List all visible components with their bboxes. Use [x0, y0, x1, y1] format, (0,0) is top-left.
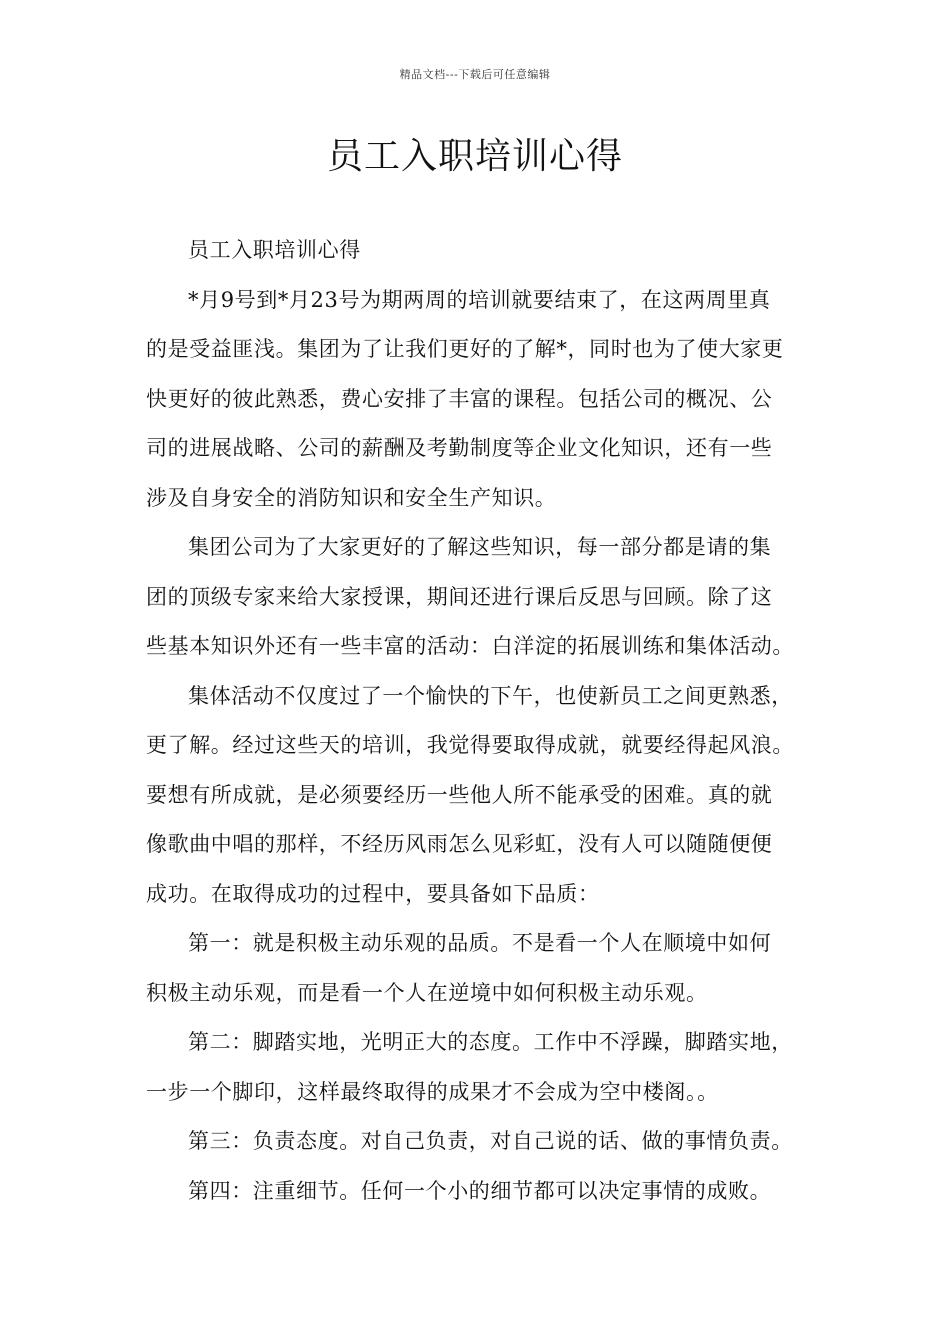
- text-line: 的是受益匪浅。集团为了让我们更好的了解*，同时也为了使大家更: [146, 337, 784, 361]
- text-line: *月9号到*月23号为期两周的培训就要结束了，在这两周里真: [188, 287, 771, 312]
- text-line: 积极主动乐观，而是看一个人在逆境中如何积极主动乐观。: [146, 980, 708, 1005]
- text-line: 要想有所成就，是必须要经历一些他人所不能承受的困难。真的就: [146, 782, 773, 807]
- text-line: 更了解。经过这些天的培训，我觉得要取得成就，就要经得起风浪。: [146, 733, 794, 757]
- text-line: 快更好的彼此熟悉，费心安排了丰富的课程。包括公司的概况、公: [146, 386, 773, 411]
- text-line: 团的顶级专家来给大家授课，期间还进行课后反思与回顾。除了这: [146, 584, 773, 609]
- text-line: 集团公司为了大家更好的了解这些知识，每一部分都是请的集: [188, 535, 772, 559]
- text-line: 涉及自身安全的消防知识和安全生产知识。: [146, 485, 557, 510]
- document-body: [146, 226, 814, 1216]
- text-line: 第二：脚踏实地，光明正大的态度。工作中不浮躁，脚踏实地，: [188, 1030, 793, 1054]
- text-line: 成功。在取得成功的过程中，要具备如下品质：: [146, 881, 600, 906]
- text-line: 第一：就是积极主动乐观的品质。不是看一个人在顺境中如何: [188, 931, 772, 955]
- text-line: 员工入职培训心得: [188, 238, 361, 262]
- document-title: 员工入职培训心得: [326, 136, 623, 177]
- text-line: 像歌曲中唱的那样，不经历风雨怎么见彩虹，没有人可以随随便便: [146, 832, 773, 856]
- text-line: 集体活动不仅度过了一个愉快的下午，也使新员工之间更熟悉，: [188, 683, 793, 708]
- text-line: 司的进展战略、公司的薪酬及考勤制度等企业文化知识，还有一些: [146, 436, 773, 460]
- header-note: 精品文档---下载后可任意编辑: [399, 68, 551, 81]
- text-line: 第三：负责态度。对自己负责，对自己说的话、做的事情负责。: [188, 1129, 793, 1153]
- text-line: 些基本知识外还有一些丰富的活动：白洋淀的拓展训练和集体活动。: [146, 634, 794, 658]
- text-line: 一步一个脚印，这样最终取得的成果才不会成为空中楼阁。。: [146, 1079, 719, 1104]
- text-line: 第四：注重细节。任何一个小的细节都可以决定事情的成败。: [188, 1178, 772, 1203]
